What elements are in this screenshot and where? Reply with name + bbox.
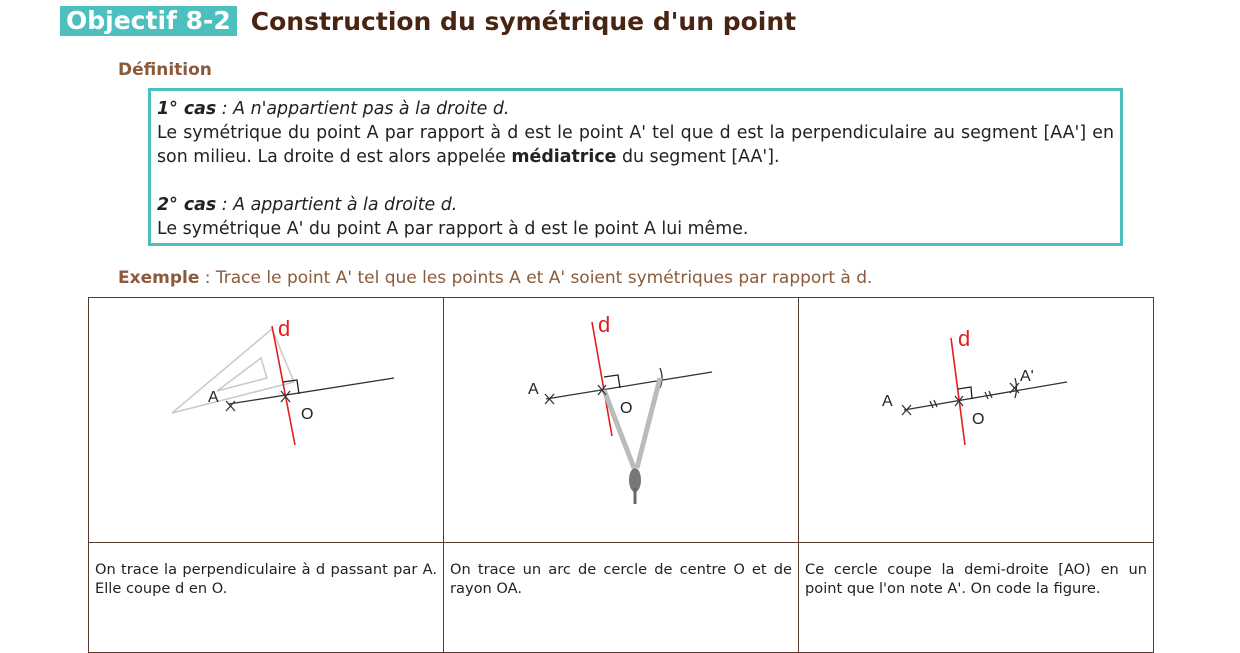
label-o: O: [620, 400, 633, 417]
definition-heading: Définition: [118, 60, 212, 80]
line-d: [592, 322, 612, 436]
label-a: A: [882, 393, 893, 410]
label-d: d: [958, 326, 971, 351]
label-o: O: [972, 411, 985, 428]
case2-text: Le symétrique A' du point A par rapport à d est le point A lui même.: [157, 219, 749, 239]
page-header: [60, 6, 796, 36]
objective-badge: Objectif 8-2: [60, 6, 237, 36]
right-angle-mark: [604, 375, 620, 388]
figure-cell-3: [799, 298, 1154, 543]
point-a-cross: [902, 405, 911, 415]
label-o: O: [301, 406, 314, 423]
right-angle-mark: [958, 387, 972, 399]
figure-step-1: [89, 298, 443, 538]
case1-text-a: Le symétrique du point A par rapport à d est le point A' tel que d est la perpendiculaire au segment [AA'] en son milieu. La droite d est alors appelée: [157, 123, 1114, 167]
case1-label: 1° cas: [157, 99, 217, 119]
case1-text-b: du segment [AA'].: [616, 147, 780, 167]
case2-condition: : A appartient à la droite d.: [216, 195, 458, 215]
case2-label: 2° cas: [157, 195, 217, 215]
construction-steps-table: [88, 297, 1154, 653]
example-label: Exemple: [118, 268, 200, 288]
point-a-prime-cross: [1010, 378, 1019, 398]
label-d: d: [278, 316, 291, 341]
page-title: Construction du symétrique d'un point: [250, 6, 797, 36]
label-a: A: [208, 389, 219, 406]
case1-heading: [157, 97, 1114, 121]
figure-step-3: [799, 298, 1153, 538]
case1-text: [157, 121, 1114, 169]
example-text: : Trace le point A' tel que les points A et A' soient symétriques par rapport à d.: [199, 268, 873, 288]
case1-condition: : A n'appartient pas à la droite d.: [216, 99, 510, 119]
case2-heading: [157, 193, 1114, 217]
case1-term: médiatrice: [511, 147, 617, 167]
label-d: d: [598, 312, 611, 337]
step-caption-2: On trace un arc de cercle de centre O et de rayon OA.: [444, 543, 799, 653]
label-a: A: [528, 381, 539, 398]
figure-step-2: [444, 298, 798, 538]
figure-cell-1: [89, 298, 444, 543]
segment-aa-prime: [904, 382, 1067, 410]
label-a-prime: A': [1020, 368, 1034, 385]
definition-box: [148, 88, 1123, 246]
point-a-cross: [226, 401, 235, 411]
half-line-ao: [546, 372, 712, 399]
figure-cell-2: [444, 298, 799, 543]
line-d: [272, 326, 295, 445]
step-caption-3: Ce cercle coupe la demi-droite [AO) en un point que l'on note A'. On code la figure.: [799, 543, 1154, 653]
line-d: [951, 338, 965, 445]
example-instruction: [118, 268, 872, 288]
step-caption-1: On trace la perpendiculaire à d passant par A. Elle coupe d en O.: [89, 543, 444, 653]
compass-icon: [604, 378, 660, 504]
